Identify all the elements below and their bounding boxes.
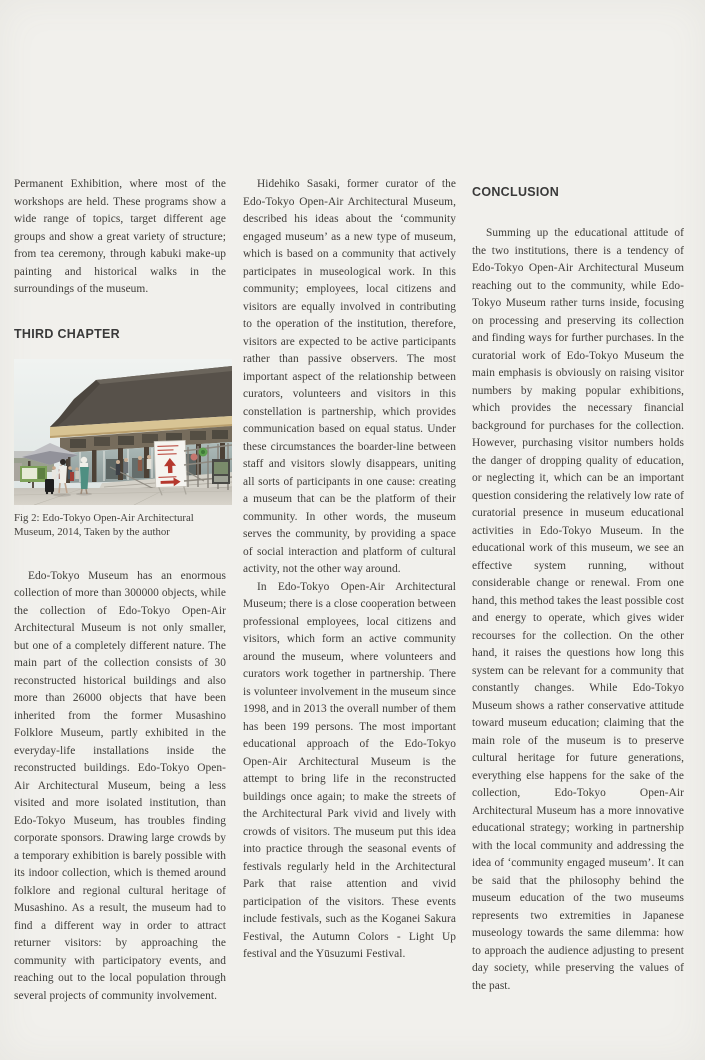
paragraph-conclusion: Summing up the educational attitude of the two institutions, there is a tendency of Edo-Tokyo Open-Air Architectural Museum reaching out to the community, while Edo-Tokyo Museum rather turns inside, focusing on processing and preserving its collection and finding ways for further purchases. In the curatorial work of Edo-Tokyo Museum the main emphasis is obviously on raising visitor numbers by making popular exhibitions, which provides the necessary financial background for purchases for the collection. However, purchasing visitor numbers holds the danger of dropping quality of education, or neglecting it, which can be an important question considering the relatively low rate of curatorial presence in museum educational activities in Edo-Tokyo Museum. In the educational work of this museum, we see an effective system running, without considerable change or renewal. From one hand, this method takes the least possible cost and energy to operate, which gives wider recourses for the collection. On the other hand, it raises the questions how long this system can be relevant for a community that constantly changes. While Edo-Tokyo Museum shows a rather conservative attitude toward museum education; claiming that the main role of the museum is to preserve cultural heritage for future generations, everything else happens for the sake of the collection, Edo-Tokyo Open-Air Architectural Museum has a more innovative educational strategy; working in partnership with the local community and addressing the idea of ‘community engaged museum’. It can be said that the philosophy behind the museum education of the two museums represents two extremities in Japanese museology towards the same dilemma: how to approach the audience adjusting to present day society, while preserving the values of the past. (472, 227, 684, 992)
column-right (472, 176, 684, 995)
figure-photo (14, 359, 232, 540)
column-middle (243, 176, 456, 964)
paragraph-museum-collection: Edo-Tokyo Museum has an enormous collection of more than 300000 objects, while the collection of Edo-Tokyo Open-Air Architectural Museum is not only smaller, but one of a completely different nature. The main part of the collection consists of 30 reconstructed historical buildings and also more than 26000 objects that have been inherited from the former Musashino Folklore Museum, partly exhibited in the everyday-life installations inside the reconstructed buildings. Edo-Tokyo Open-Air Architectural Museum, being a less visited and more isolated institution, than Edo-Tokyo Museum, has troubles finding corporate sponsors. Drawing large crowds by a temporary exhibition is barely possible with its indoor collection, which is themed around folklore and regional cultural heritage of Musashino. As a result, the museum had to find a different way in order to attract returner visitors: by approaching the community with participatory events, and reaching out to the local population through several projects of community involvement. (14, 569, 226, 1002)
section-heading-conclusion: CONCLUSION (472, 185, 560, 199)
figure-caption: Fig 2: Edo-Tokyo Open-Air Architectural Museum, 2014, Taken by the author (14, 511, 194, 538)
paragraph-community-engaged-museum: Hidehiko Sasaki, former curator of the Edo-Tokyo Open-Air Architectural Museum, described his ideas about the ‘community engaged museum’ as a new type of museum, which is based on a community that actively participates in museological work. In this community; employees, local citizens and visitors are equally involved in contributing to the operation of the institution, therefore, visitors are expected to be active participants rather than passive observers. The most important aspect of the relationship between curators, volunteers and visitors in this constellation is partnership, which provides communication based on equal status. Under these circumstances the boarder-line between staff and visitors slowly disappears, uniting all sorts of participants in one cause: creating a museum that can be the platform of their community. In other words, the museum serves the community, by providing a space of social interaction and platform of cultural activity, not the other way around. (243, 178, 456, 575)
section-heading-third-chapter: THIRD CHAPTER (14, 326, 120, 341)
paragraph-workshops: Permanent Exhibition, where most of the workshops are held. These programs show a wide range of topics, target different age groups and show a great variety of structure; from tea ceremony, through kabuki make-up painting and historical walks in the surroundings of the museum. (14, 178, 226, 295)
paragraph-volunteers-festivals: In Edo-Tokyo Open-Air Architectural Museum; there is a close cooperation between professional employees, local citizens and visitors, which form an active community around the museum, where volunteers and curators work together in partnership. There is volunteer involvement in the museum since 1998, and in 2013 the overall number of them has been 199 persons. The most important educational approach of the Edo-Tokyo Open-Air Architectural Museum is the attempt to bring life in the reconstructed buildings once again; to make the streets of the Architectural Park vivid and lively with crowds of visitors. The museum put this idea into practice through the seasonal events of festivals regularly held in the Architectural Park that raise attention and vivid participation of the visitors. These events include festivals, such as the Koganei Sakura Festival, the Autumn Colors - Light Up festival and the Yūsuzumi Festival. (243, 580, 456, 960)
museum-photo (14, 359, 232, 505)
column-left (14, 176, 226, 1005)
